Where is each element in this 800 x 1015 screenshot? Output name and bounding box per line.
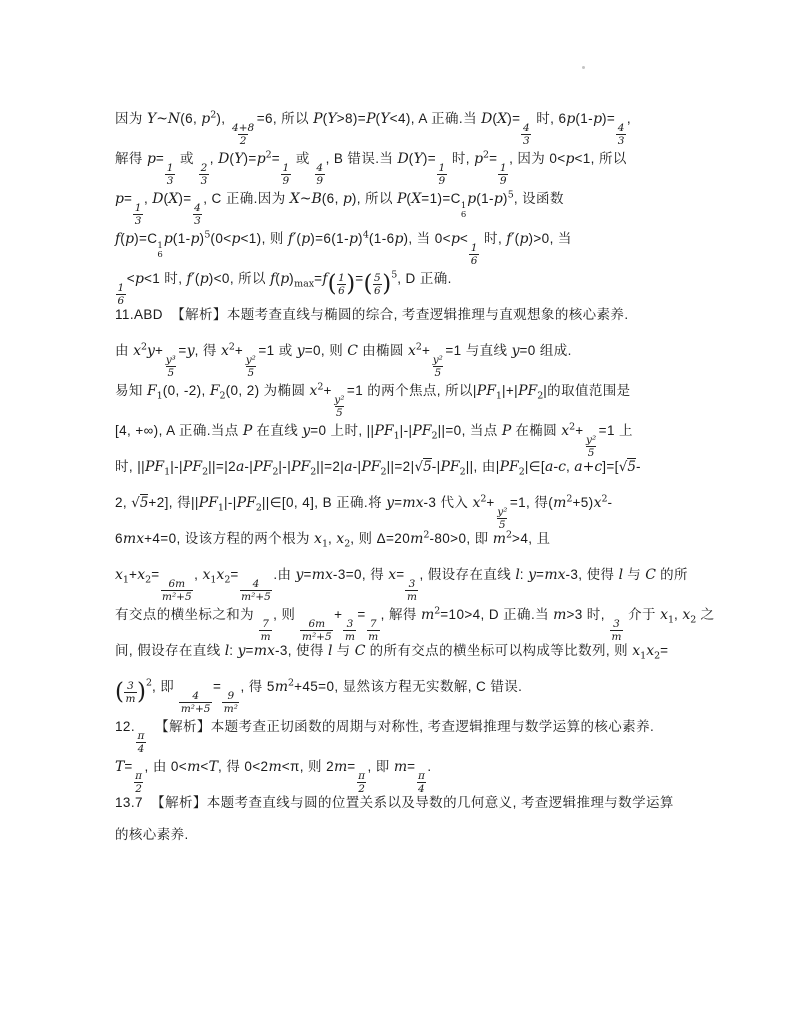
solution-line-1: 因为 Y~N(6, $p^2$), $\frac{4+8}{2}$ =6, 所以 P(Y>8)=P(Y<4), A 正确.当 D(X)= $\frac{4}{3}$ 时, 6p(1-p)= $\frac{4}{3}$ , [115, 109, 632, 148]
solution-line-7: 由 $x^2y+$ $\frac{\text{y³}}{5}$ =y, 得 $x^2+$ $\frac{\text{y²}}{5}$ =1 或 y=0, 则 C 由椭圆 $x^2+$ $\frac{\text{y²}}{5}$ =1 与直线 y=0 组成. [115, 341, 572, 380]
fraction: $\frac{1}{6}$ [470, 242, 478, 268]
fraction: $\frac{4}{3}$ [522, 122, 530, 148]
fraction: $\frac{3}{m}$ [125, 679, 136, 705]
solution-line-5: $\frac{1}{6}$ <p<1 时, f′(p)<0, 所以 $f(p)_{max}=f$ ( $\frac{1}{6}$ ) = ( $\frac{5}{6}$ ) $^5$, D 正确. [117, 269, 452, 308]
parenthesized-fraction: ( $\frac{1}{6}$ ) [327, 271, 356, 297]
fraction: $\frac{3}{m}$ [406, 578, 417, 604]
solution-line-19: 13.7 【解析】本题考查直线与圆的位置关系以及导数的几何意义, 考查逻辑推理与数学运算 [115, 795, 674, 810]
solution-line-9: [4, +∞), A 正确.当点 P 在直线 y=0 上时, $||PF_1|-|PF_2||=0$, 当点 P 在椭圆 $x^2+$ $\frac{\text{y²}}{5}$ =1 上 [115, 421, 633, 460]
parenthesized-fraction: ( $\frac{3}{m}$ ) [115, 679, 146, 705]
fraction: $\frac{1}{6}$ [117, 282, 125, 308]
fraction: $\frac{7}{m}$ [260, 618, 271, 644]
page-speck [582, 66, 585, 69]
fraction: $\frac{\text{y²}}{5}$ [432, 354, 443, 380]
fraction: $\frac{4}{9}$ [316, 162, 324, 188]
fraction: $\frac{1}{6}$ [338, 271, 345, 297]
fraction: $\frac{\pi}{2}$ [135, 770, 143, 796]
fraction: $\frac{5}{6}$ [374, 271, 381, 297]
solution-line-3: p= $\frac{1}{3}$ , D(X)= $\frac{4}{3}$ , C 正确.因为 X~B(6, p), 所以 P(X=1)=C 1 6 $p(1-p)^5$, 设函数 [115, 189, 564, 228]
square-root: √5 [131, 495, 149, 511]
square-root: √5 [618, 459, 636, 475]
fraction: $\frac{4}{3}$ [617, 122, 625, 148]
solution-line-10: 时, $||PF_1|-|PF_2||=|2a-|PF_2|-|PF_2||=2|a-|PF_2||=2|√5-|PF_2||$, 由$|PF_2|\in[a-c$, a+c]=[√5- [115, 459, 641, 478]
binomial-coefficient-index: 1 6 [157, 241, 163, 261]
fraction: $\frac{6m}{\text{m²+5}}$ [301, 618, 332, 644]
fraction: $\frac{4+8}{2}$ [232, 122, 255, 148]
solution-line-18: T= $\frac{\pi}{2}$ , 由 0<m<T, 得 0<2m<π, 则 2m= $\frac{\pi}{2}$ , 即 m= $\frac{\pi}{4}$ . [115, 759, 432, 796]
fraction: $\frac{9}{\text{m²}}$ [223, 690, 238, 716]
fraction: $\frac{\text{y²}}{5}$ [334, 394, 345, 420]
fraction: $\frac{3}{m}$ [611, 618, 622, 644]
fraction: $\frac{2}{3}$ [200, 162, 208, 188]
fraction: $\frac{\pi}{2}$ [358, 770, 365, 796]
fraction: $\frac{\text{y³}}{5}$ [165, 354, 176, 380]
solution-text-block [115, 99, 715, 851]
parenthesized-fraction: ( $\frac{5}{6}$ ) [363, 271, 392, 297]
solution-line-17: 12. $\frac{\pi}{4}$ 【解析】本题考查正切函数的周期与对称性, 考查逻辑推理与数学运算的核心素养. [115, 719, 655, 756]
fraction: $\frac{\text{y²}}{5}$ [586, 434, 597, 460]
fraction: $\frac{4}{\text{m²+5}}$ [241, 578, 271, 604]
fraction: $\frac{7}{m}$ [368, 618, 379, 644]
solution-line-15: 间, 假设存在直线 l: y=mx-3, 使得 l 与 C 的所有交点的横坐标可以构成等比数列, 则 $x_1x_2=$ [115, 643, 669, 662]
solution-line-4: f(p)=C 1 6 $p(1-p)^5(0<p<1)$, 则 $f'(p)=6(1-p)^4(1-6p)$, 当 0<p< $\frac{1}{6}$ 时, f′(p)>0, 当 [115, 229, 572, 268]
fraction: $\frac{4}{3}$ [194, 202, 201, 228]
fraction: $\frac{6m}{\text{m²+5}}$ [162, 578, 192, 604]
solution-line-2: 解得 p= $\frac{1}{3}$ 或 $\frac{2}{3}$ , $D(Y)=p^2=$ $\frac{1}{9}$ 或 $\frac{4}{9}$ , B 错误.当 D(Y)= $\frac{1}{9}$ 时, $p^2=$ $\frac{1}{9}$ , 因为 0<p<1, 所以 [115, 149, 627, 188]
solution-line-6: 11.ABD 【解析】本题考查直线与椭圆的综合, 考查逻辑推理与直观想象的核心素养. [115, 307, 629, 322]
fraction: $\frac{\text{y²}}{5}$ [245, 354, 256, 380]
solution-line-8: 易知 $F_1(0$, -2), $F_2(0$, 2) 为椭圆 $x^2+$ $\frac{\text{y²}}{5}$ =1 的两个焦点, 所以$|PF_1|+|PF_2|$的取值范围是 [115, 381, 631, 420]
binomial-coefficient-index: 1 6 [460, 201, 467, 221]
fraction: $\frac{\pi}{4}$ [417, 770, 425, 796]
fraction: $\frac{3}{m}$ [344, 618, 355, 644]
solution-line-12: 6mx+4=0, 设该方程的两个根为 $x_1$, $x_2$, 则 $\Delta=20m^2-80>0$, 即 $m^2>4$, 且 [115, 529, 551, 550]
fraction: $\frac{1}{3}$ [166, 162, 174, 188]
fraction: $\frac{\text{y²}}{5}$ [497, 506, 508, 532]
square-root: √5 [414, 459, 432, 475]
fraction: $\frac{1}{9}$ [499, 162, 507, 188]
fraction: $\frac{1}{9}$ [438, 162, 446, 188]
fraction: $\frac{1}{3}$ [134, 202, 142, 228]
solution-line-20: 的核心素养. [115, 827, 189, 842]
fraction: $\frac{\pi}{4}$ [137, 730, 145, 756]
solution-line-14: 有交点的横坐标之和为 $\frac{7}{m}$ , 则 $\frac{6m}{\text{m²+5}}$ + $\frac{3}{m}$ = $\frac{7}{m}$ , 解得 $m^2=10>4$, D 正确.当 m>3 时, $\frac{3}{m}$ 介于 $x_1$, $x_2$ 之 [115, 605, 715, 644]
fraction: $\frac{4}{\text{m²+5}}$ [180, 690, 211, 716]
solution-line-11: 2, √5+2], 得$||PF_1|-|PF_2||\in[0$, 4], B 正确.将 y=mx-3 代入 $x^2+$ $\frac{\text{y²}}{5}$ =1, 得$(m^2+5)x^2-$ [115, 493, 613, 532]
solution-line-13: $x_1+x_2=$ $\frac{6m}{\text{m²+5}}$ , $x_1x_2=$ $\frac{4}{\text{m²+5}}$ .由 y=mx-3=0, 得 x= $\frac{3}{m}$ , 假设存在直线 l: y=mx-3, 使得 l 与 C 的所 [115, 567, 688, 604]
fraction: $\frac{1}{9}$ [282, 162, 290, 188]
solution-line-16: ( $\frac{3}{m}$ ) $^2$, 即 $\frac{4}{\text{m²+5}}$ = $\frac{9}{\text{m²}}$ , 得 $5m^2+45=0$, 显然该方程无实数解, C 错误. [115, 677, 523, 716]
